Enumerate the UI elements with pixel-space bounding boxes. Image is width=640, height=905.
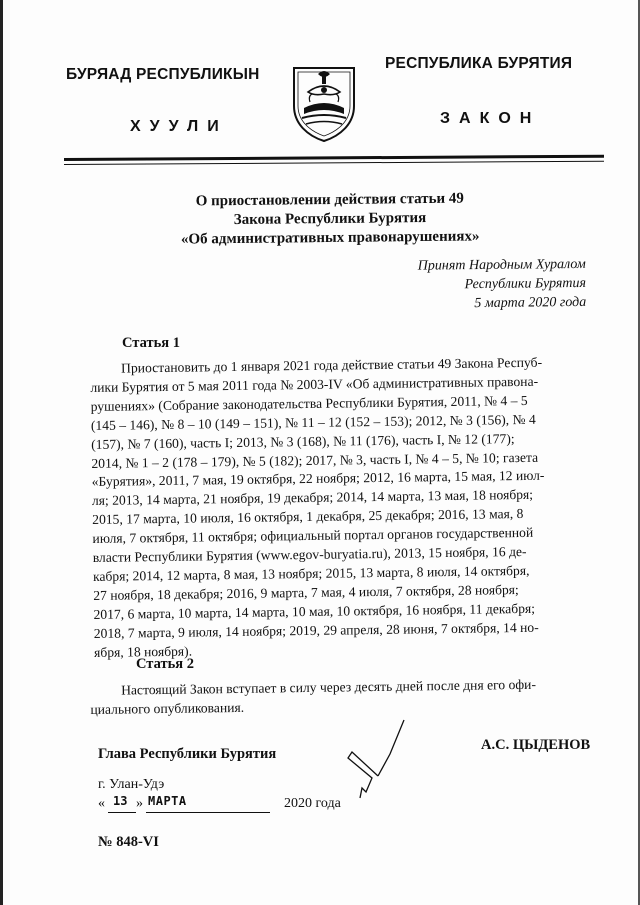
date-day-underline — [108, 812, 136, 813]
article-2-heading: Статья 2 — [136, 656, 194, 672]
law-title-line: О приостановлении действия статьи 49 — [195, 190, 464, 210]
article-1-line: 27 ноября, 18 декабря; 2016, 9 марта, 7 мая, 4 июля, 7 октября, 28 ноября; — [93, 581, 519, 603]
date-month-underline — [146, 812, 270, 813]
signatory-name: А.С. ЦЫДЕНОВ — [481, 737, 591, 753]
adoption-note-line: 5 марта 2020 года — [474, 294, 587, 312]
article-1-line: (157), № 7 (160), часть I; 2013, № 3 (168), № 11 (176), часть I, № 12 (177); — [91, 430, 515, 452]
law-title — [170, 189, 491, 249]
article-2-line: Настоящий Закон вступает в силу через десять дней после дня его офи- — [121, 676, 537, 698]
header-divider-thin — [64, 161, 604, 165]
date-open-quote: « — [98, 796, 105, 811]
date-year: 2020 года — [284, 796, 341, 811]
scan-edge-left — [0, 0, 3, 905]
article-1-line: июля, 7 октября, 11 октября; официальный портал органов государственной — [92, 524, 534, 547]
adoption-note-line: Принят Народным Хуралом — [417, 256, 586, 274]
law-number: № 848-VI — [98, 834, 159, 850]
article-2-text — [90, 674, 595, 719]
date-month: МАРТА — [148, 794, 187, 808]
date-day: 13 — [113, 794, 128, 808]
article-1-text — [90, 353, 599, 663]
law-title-line: Закона Республики Бурятия — [233, 209, 427, 229]
article-1-line: Приостановить до 1 января 2021 года действие статьи 49 Закона Респуб- — [121, 354, 543, 376]
article-1-line: «Бурятия», 2011, 7 мая, 19 октября, 22 ноября; 2012, 16 марта, 15 мая, 12 июл- — [91, 468, 545, 490]
article-1-line: рушениях» (Собрание законодательства Республики Бурятия, 2011, № 4 – 5 — [90, 392, 528, 414]
article-1-line: кабря; 2014, 12 марта, 8 мая, 13 ноября; 2015, 13 марта, 8 июля, 14 октября, — [92, 562, 530, 584]
article-1-line: ября, 18 ноября). — [93, 643, 193, 660]
header-russian-law: ЗАКОН — [440, 110, 541, 127]
article-1-line: 2018, 7 марта, 9 июля, 14 ноября; 2019, 29 апреля, 28 июня, 7 октября, 14 но- — [93, 619, 539, 641]
handwritten-signature-icon — [338, 718, 418, 808]
article-2-line: циального опубликования. — [90, 699, 245, 717]
header-buryat-republic: БУРЯАД РЕСПУБЛИКЫН — [66, 66, 260, 83]
adoption-note — [380, 255, 587, 314]
header-buryat-law: ХУУЛИ — [130, 118, 228, 135]
article-1-line: 2015, 17 марта, 10 июля, 16 октября, 1 декабря, 25 декабря; 2016, 13 мая, 8 — [92, 506, 524, 528]
article-1-line: ля; 2013, 14 марта, 21 ноября, 19 декабря; 2014, 14 марта, 13 мая, 18 ноября; — [91, 487, 534, 509]
adoption-note-line: Республики Бурятия — [464, 275, 587, 293]
date-close-quote: » — [136, 796, 143, 811]
header-divider-thick — [64, 155, 604, 161]
article-1-line: лики Бурятия от 5 мая 2011 года № 2003-IV «Об административных правона- — [90, 373, 539, 395]
law-title-line: «Об административных правонарушениях» — [180, 228, 480, 248]
coat-of-arms-icon — [288, 62, 360, 144]
article-1-line: (145 – 146), № 8 – 10 (149 – 151), № 11 – 12 (152 – 153); 2012, № 3 (156), № 4 — [90, 411, 536, 433]
article-1-line: 2014, № 1 – 2 (178 – 179), № 5 (182); 2017, № 3, часть I, № 4 – 5, № 10; газета — [91, 449, 539, 471]
header-russian-republic: РЕСПУБЛИКА БУРЯТИЯ — [385, 55, 573, 72]
article-1-heading: Статья 1 — [122, 335, 180, 351]
signing-date — [98, 796, 358, 816]
signatory-position: Глава Республики Бурятия — [98, 746, 277, 762]
article-1-line: 2017, 6 марта, 10 марта, 14 марта, 10 мая, 10 октября, 16 ноября, 11 декабря; — [93, 600, 536, 622]
signing-city: г. Улан-Удэ — [98, 777, 165, 792]
article-1-line: власти Республики Бурятия (www.egov-buryatia.ru), 2013, 15 ноября, 16 де- — [92, 543, 527, 566]
